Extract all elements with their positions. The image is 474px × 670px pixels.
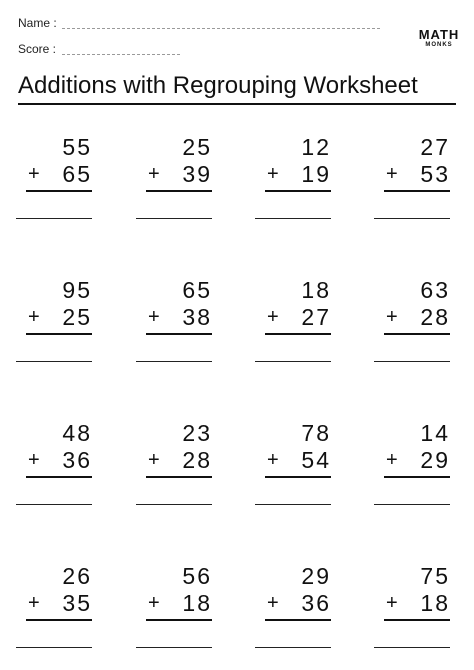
addend-top: 65 (182, 277, 212, 303)
plus-sign: + (148, 306, 160, 328)
math-monks-logo (417, 28, 461, 49)
addend-bottom: 25 (62, 304, 92, 330)
addend-bottom: 19 (301, 161, 331, 187)
addition-problem (14, 134, 92, 222)
answer-line[interactable] (16, 647, 92, 648)
sum-rule (146, 619, 212, 621)
sum-rule (146, 476, 212, 478)
addend-bottom: 65 (62, 161, 92, 187)
addition-problem (372, 277, 450, 365)
addend-top: 29 (301, 563, 331, 589)
plus-sign: + (386, 306, 398, 328)
addend-bottom: 36 (62, 447, 92, 473)
addend-bottom: 36 (301, 590, 331, 616)
plus-sign: + (267, 592, 279, 614)
plus-sign: + (267, 306, 279, 328)
addend-top: 95 (62, 277, 92, 303)
answer-line[interactable] (374, 218, 450, 219)
score-field[interactable] (62, 54, 180, 55)
addition-problem (134, 134, 212, 222)
addend-top: 25 (182, 134, 212, 160)
addend-bottom: 39 (182, 161, 212, 187)
answer-line[interactable] (255, 504, 331, 505)
answer-line[interactable] (16, 361, 92, 362)
answer-line[interactable] (374, 361, 450, 362)
answer-line[interactable] (136, 647, 212, 648)
addend-top: 63 (420, 277, 450, 303)
addition-problem (253, 277, 331, 365)
sum-rule (384, 333, 450, 335)
score-label: Score : (18, 42, 57, 56)
addend-top: 18 (301, 277, 331, 303)
addend-bottom: 28 (182, 447, 212, 473)
sum-rule (26, 333, 92, 335)
addend-bottom: 29 (420, 447, 450, 473)
plus-sign: + (267, 449, 279, 471)
addition-problem (134, 420, 212, 508)
plus-sign: + (386, 449, 398, 471)
sum-rule (265, 333, 331, 335)
addend-bottom: 38 (182, 304, 212, 330)
answer-line[interactable] (16, 218, 92, 219)
addend-bottom: 18 (420, 590, 450, 616)
addition-problem (14, 563, 92, 651)
name-field[interactable] (62, 28, 380, 29)
plus-sign: + (148, 163, 160, 185)
addition-problem (372, 134, 450, 222)
addend-bottom: 18 (182, 590, 212, 616)
addend-top: 23 (182, 420, 212, 446)
addend-top: 12 (301, 134, 331, 160)
addend-top: 26 (62, 563, 92, 589)
addition-problem (253, 420, 331, 508)
name-label: Name : (18, 16, 57, 30)
addend-top: 27 (420, 134, 450, 160)
addend-top: 75 (420, 563, 450, 589)
sum-rule (384, 190, 450, 192)
answer-line[interactable] (16, 504, 92, 505)
sum-rule (384, 619, 450, 621)
plus-sign: + (148, 592, 160, 614)
answer-line[interactable] (374, 504, 450, 505)
addend-bottom: 35 (62, 590, 92, 616)
sum-rule (384, 476, 450, 478)
addition-problem (134, 563, 212, 651)
addend-top: 48 (62, 420, 92, 446)
answer-line[interactable] (136, 361, 212, 362)
logo-main-text: MATH (418, 27, 460, 42)
addend-top: 55 (62, 134, 92, 160)
addend-bottom: 28 (420, 304, 450, 330)
answer-line[interactable] (255, 361, 331, 362)
plus-sign: + (148, 449, 160, 471)
addition-problem (14, 420, 92, 508)
addition-problem (134, 277, 212, 365)
plus-sign: + (28, 449, 40, 471)
sum-rule (26, 476, 92, 478)
sum-rule (26, 190, 92, 192)
addend-top: 56 (182, 563, 212, 589)
addition-problem (14, 277, 92, 365)
addend-bottom: 53 (420, 161, 450, 187)
answer-line[interactable] (374, 647, 450, 648)
plus-sign: + (386, 163, 398, 185)
addend-top: 78 (301, 420, 331, 446)
sum-rule (26, 619, 92, 621)
answer-line[interactable] (136, 504, 212, 505)
addition-problem (372, 420, 450, 508)
addition-problem (253, 134, 331, 222)
answer-line[interactable] (255, 218, 331, 219)
sum-rule (265, 619, 331, 621)
addend-top: 14 (420, 420, 450, 446)
sum-rule (265, 190, 331, 192)
addend-bottom: 54 (301, 447, 331, 473)
addition-problem (372, 563, 450, 651)
sum-rule (265, 476, 331, 478)
plus-sign: + (28, 163, 40, 185)
answer-line[interactable] (136, 218, 212, 219)
addend-bottom: 27 (301, 304, 331, 330)
title-divider (18, 103, 456, 105)
answer-line[interactable] (255, 647, 331, 648)
plus-sign: + (386, 592, 398, 614)
plus-sign: + (28, 592, 40, 614)
addition-problem (253, 563, 331, 651)
sum-rule (146, 333, 212, 335)
worksheet-title: Additions with Regrouping Worksheet (18, 72, 418, 99)
sum-rule (146, 190, 212, 192)
logo-sub-text: MONKS (425, 42, 453, 48)
plus-sign: + (267, 163, 279, 185)
plus-sign: + (28, 306, 40, 328)
